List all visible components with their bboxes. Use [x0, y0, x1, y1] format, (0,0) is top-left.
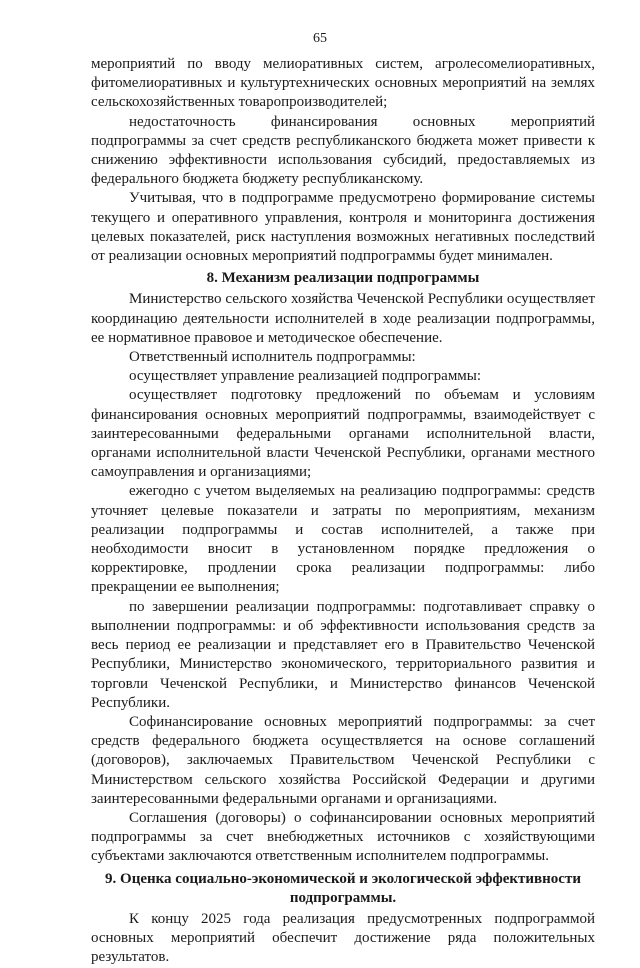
- paragraph: по завершении реализации подпрограммы: подготавливает справку о выполнении подпрограммы: и об эффективности использования средств за весь период ее реализации и представляет его в Правительство Чеченской Республики, Министерство экономического, территориального развития и торговли Чеченской Республики, и Министерство финансов Чеченской Республики.: [91, 598, 595, 711]
- paragraph: К концу 2025 года реализация предусмотренных подпрограммой основных мероприятий обеспечит достижение ряда положительных результатов.: [91, 910, 595, 966]
- document-body: [91, 55, 595, 968]
- paragraph: Ответственный исполнитель подпрограммы:: [129, 349, 416, 366]
- paragraph: недостаточность финансирования основных мероприятий подпрограммы за счет средств республиканского бюджета может привести к снижению эффективности использования субсидий, предоставляемых из федерального бюджета бюджету республиканскому.: [91, 113, 595, 188]
- section-9-heading: [91, 870, 595, 908]
- paragraph: Министерство сельского хозяйства Чеченской Республики осуществляет координацию деятельности исполнителей в ходе реализации подпрограммы, ее нормативное правовое и методическое обеспечение.: [91, 291, 595, 346]
- paragraph: Софинансирование основных мероприятий подпрограммы: за счет средств федерального бюджета осуществляется на основе соглашений (договоров), заключаемых Правительством Чеченской Республики с Министерством сельского хозяйства Российской Федерации и другими заинтересованными федеральными органами и организациями.: [91, 713, 595, 807]
- paragraph: осуществляет управление реализацией подпрограммы:: [129, 368, 482, 385]
- paragraph: Учитывая, что в подпрограмме предусмотрено формирование системы текущего и оперативного управления, контроля и мониторинга достижения целевых показателей, риск наступления возможных негативных последствий от реализации основных мероприятий подпрограммы будет минимален.: [91, 190, 595, 265]
- paragraph: ежегодно с учетом выделяемых на реализацию подпрограммы: средств уточняет целевые показатели и затраты по мероприятиям, механизм реализации подпрограммы и состав исполнителей, а также при необходимости вносит в установленном порядке предложения о корректировке, продлении срока реализации подпрограммы: либо прекращении ее выполнения;: [91, 483, 595, 596]
- section-9-heading-line2: подпрограммы.: [289, 889, 397, 906]
- paragraph: осуществляет подготовку предложений по объемам и условиям финансирования основных мероприятий подпрограммы, взаимодействует с заинтересованными федеральными органами исполнительной власти, органами исполнительной власти Чеченской Республики, органами местного самоуправления и организациями;: [91, 387, 595, 481]
- paragraph: Соглашения (договоры) о софинансировании основных мероприятий подпрограммы за счет внебюджетных источников с хозяйствующими субъектами заключаются ответственным исполнителем подпрограммы.: [91, 809, 595, 865]
- page-number: 65: [313, 31, 327, 46]
- section-8-heading: 8. Механизм реализации подпрограммы: [206, 270, 480, 287]
- paragraph: мероприятий по вводу мелиоративных систем, агролесомелиоративных, фитомелиоративных и культуртехнических основных мероприятий на землях сельскохозяйственных товаропроизводителей;: [91, 56, 595, 111]
- section-9-heading-line1: 9. Оценка социально-экономической и экологической эффективности: [105, 870, 581, 887]
